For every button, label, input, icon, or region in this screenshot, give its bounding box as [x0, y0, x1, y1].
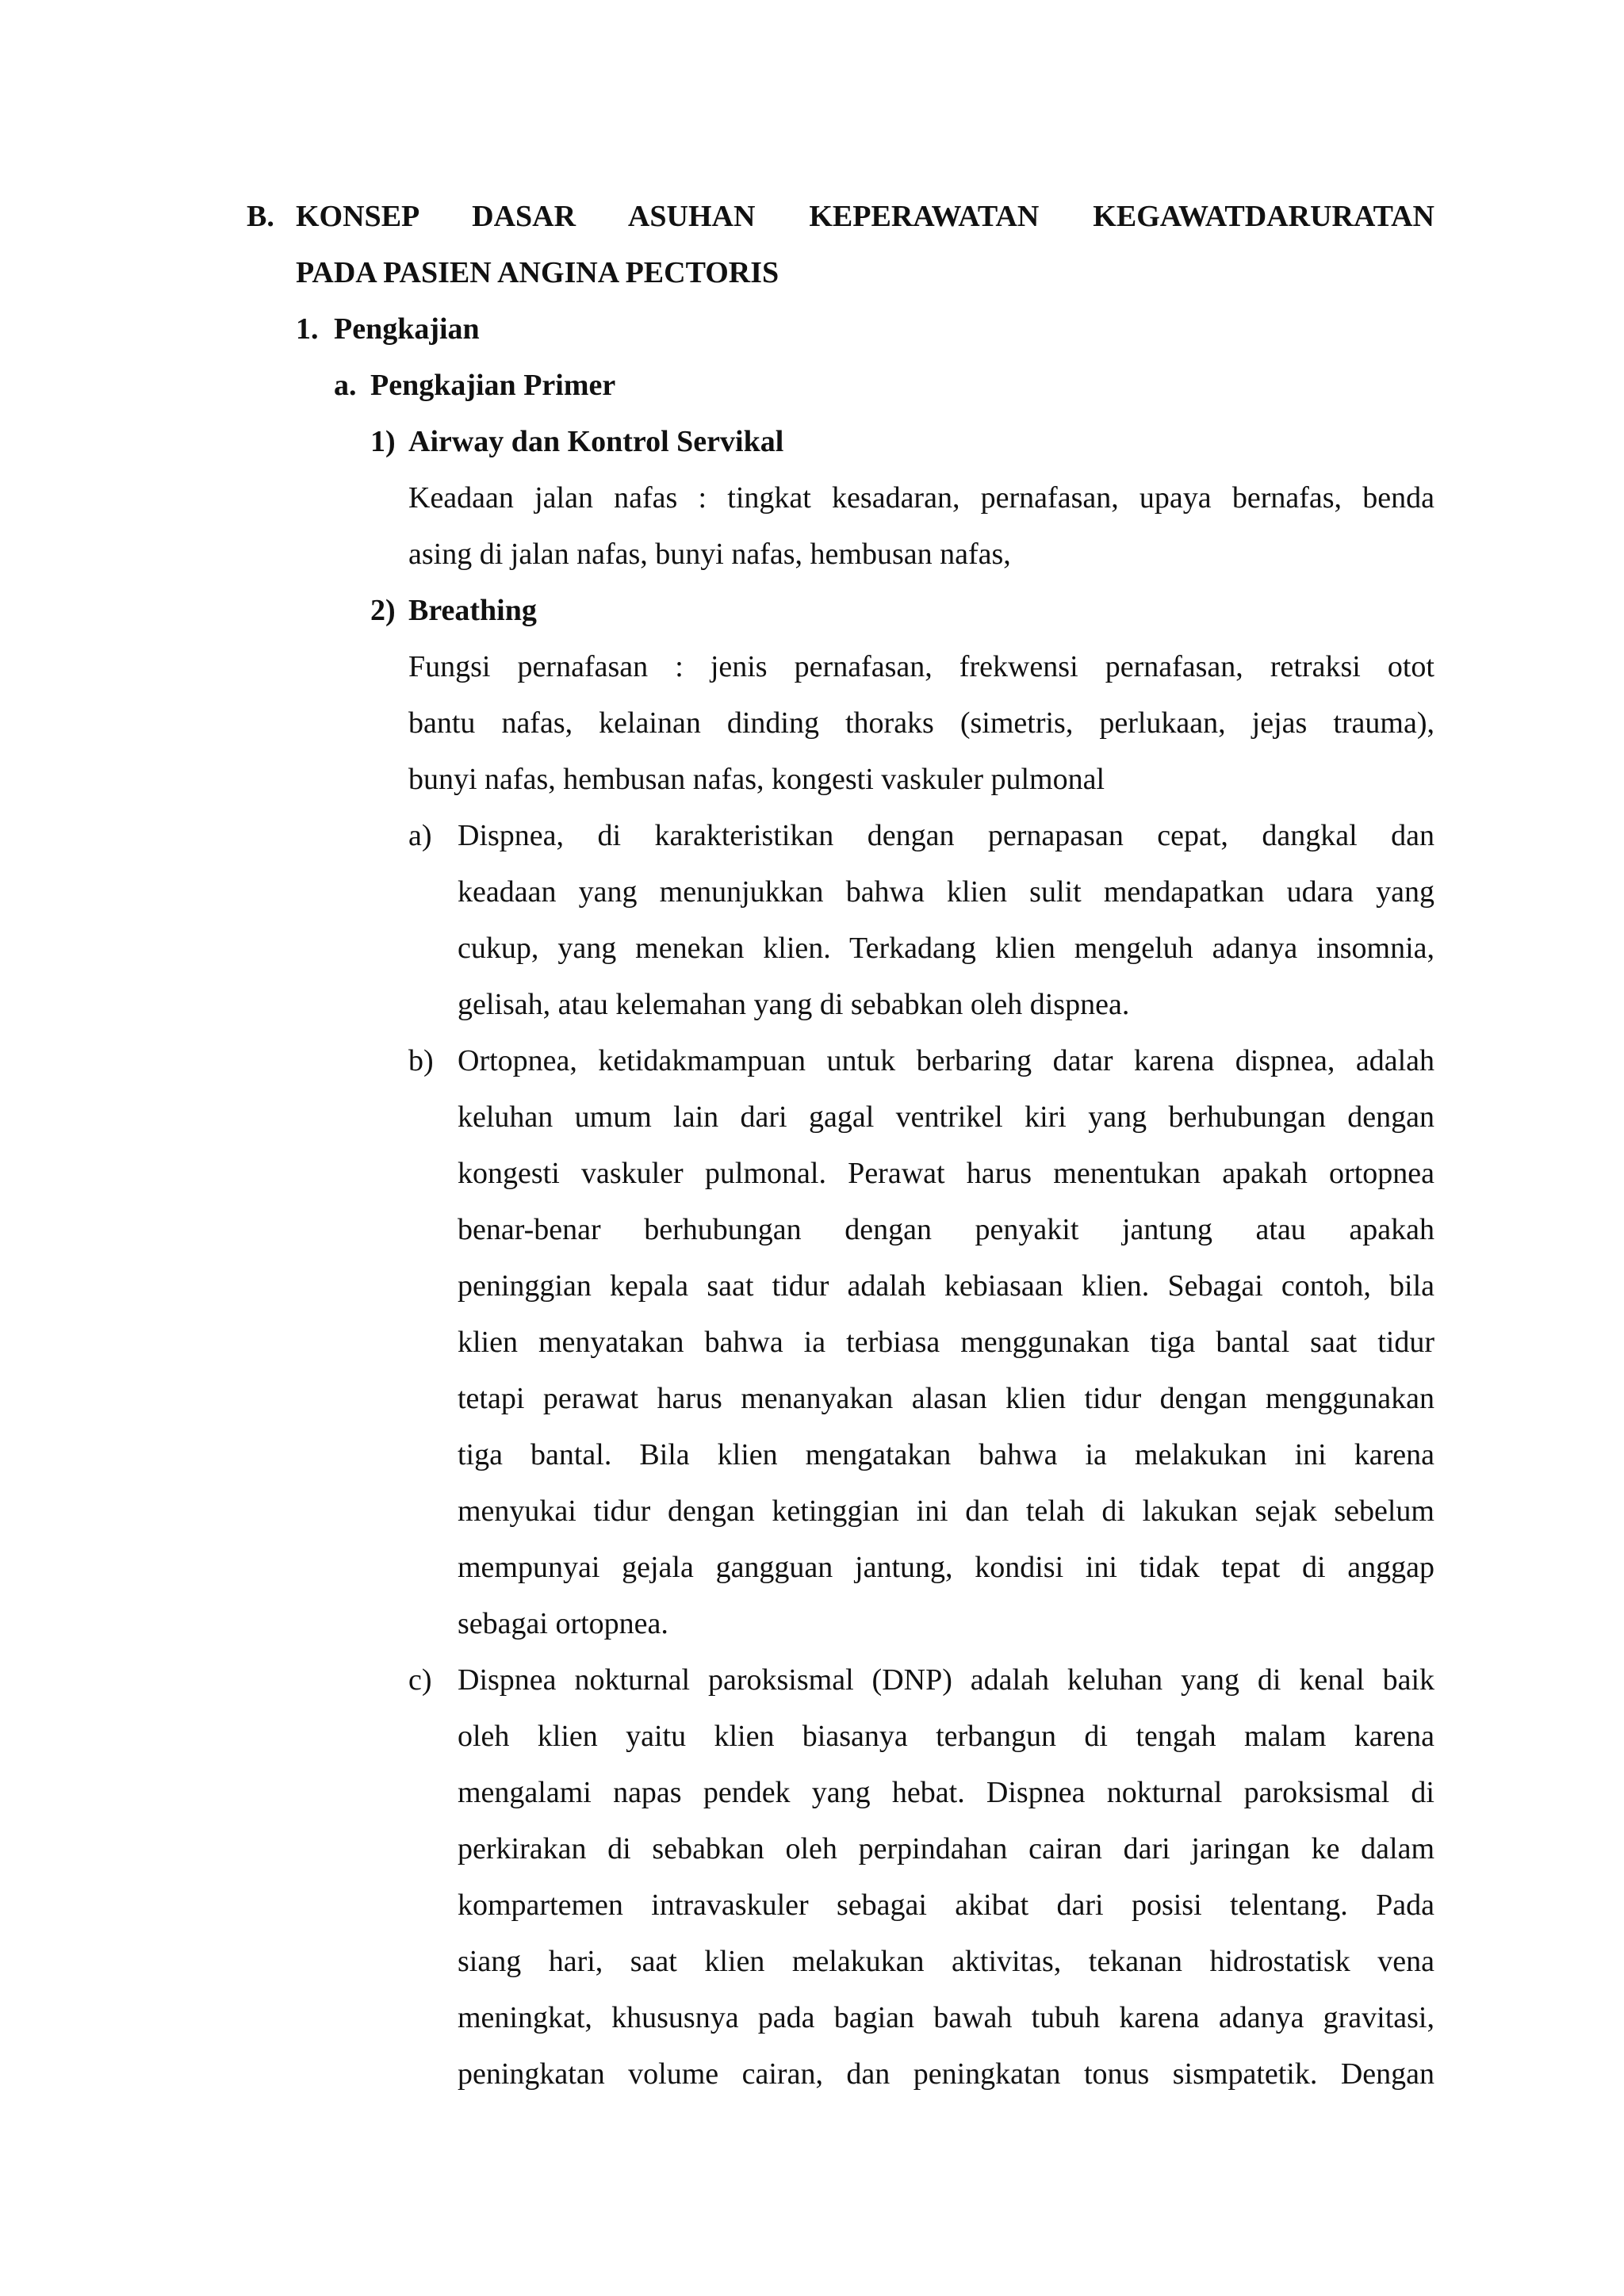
section-title-line-1: KONSEP DASAR ASUHAN KEPERAWATAN KEGAWATDARURATAN: [296, 200, 1434, 233]
item-1-title: Airway dan Kontrol Servikal: [408, 425, 784, 458]
subsection-marker: 1.: [296, 312, 319, 346]
point-b-text-line: tetapi perawat harus menanyakan alasan klien tidur dengan menggunakan: [458, 1382, 1434, 1415]
point-a-text-line: keadaan yang menunjukkan bahwa klien sulit mendapatkan udara yang: [458, 875, 1434, 909]
point-b-text-line: klien menyatakan bahwa ia terbiasa menggunakan tiga bantal saat tidur: [458, 1326, 1434, 1359]
point-b-text-line: menyukai tidur dengan ketinggian ini dan telah di lakukan sejak sebelum: [458, 1494, 1434, 1528]
sub-subsection-title: Pengkajian Primer: [370, 369, 616, 402]
point-c-text-line: peningkatan volume cairan, dan peningkatan tonus sismpatetik. Dengan: [458, 2057, 1434, 2091]
point-c-marker: c): [408, 1663, 432, 1697]
item-2-text-line: bantu nafas, kelainan dinding thoraks (simetris, perlukaan, jejas trauma),: [408, 706, 1434, 740]
point-c-text-line: perkirakan di sebabkan oleh perpindahan cairan dari jaringan ke dalam: [458, 1832, 1434, 1866]
sub-subsection-marker: a.: [334, 369, 357, 402]
item-2-marker: 2): [370, 594, 396, 627]
point-b-text-line: keluhan umum lain dari gagal ventrikel kiri yang berhubungan dengan: [458, 1100, 1434, 1134]
section-title-line-2: PADA PASIEN ANGINA PECTORIS: [296, 256, 779, 289]
point-c-text-line: mengalami napas pendek yang hebat. Dispnea nokturnal paroksismal di: [458, 1776, 1434, 1809]
point-c-text-line: kompartemen intravaskuler sebagai akibat dari posisi telentang. Pada: [458, 1888, 1434, 1922]
point-a-text-line: cukup, yang menekan klien. Terkadang klien mengeluh adanya insomnia,: [458, 932, 1434, 965]
item-2-text-line: bunyi nafas, hembusan nafas, kongesti vaskuler pulmonal: [408, 763, 1105, 796]
point-b-marker: b): [408, 1044, 434, 1077]
point-b-text-line: mempunyai gejala gangguan jantung, kondisi ini tidak tepat di anggap: [458, 1551, 1434, 1584]
point-a-text-line: gelisah, atau kelemahan yang di sebabkan oleh dispnea.: [458, 988, 1130, 1021]
point-c-text-line: oleh klien yaitu klien biasanya terbangun di tengah malam karena: [458, 1720, 1434, 1753]
point-b-text-line: Ortopnea, ketidakmampuan untuk berbaring datar karena dispnea, adalah: [458, 1044, 1434, 1077]
point-a-marker: a): [408, 819, 432, 852]
point-b-text-line: peninggian kepala saat tidur adalah kebiasaan klien. Sebagai contoh, bila: [458, 1269, 1434, 1303]
point-c-text-line: Dispnea nokturnal paroksismal (DNP) adalah keluhan yang di kenal baik: [458, 1663, 1434, 1697]
item-1-text-line: asing di jalan nafas, bunyi nafas, hembusan nafas,: [408, 538, 1011, 571]
subsection-title: Pengkajian: [334, 312, 480, 346]
point-b-text-line: kongesti vaskuler pulmonal. Perawat harus menentukan apakah ortopnea: [458, 1157, 1434, 1190]
item-1-text-line: Keadaan jalan nafas : tingkat kesadaran, pernafasan, upaya bernafas, benda: [408, 481, 1434, 515]
point-b-text-line: sebagai ortopnea.: [458, 1607, 668, 1640]
item-1-marker: 1): [370, 425, 396, 458]
point-a-text-line: Dispnea, di karakteristikan dengan pernapasan cepat, dangkal dan: [458, 819, 1434, 852]
item-2-text-line: Fungsi pernafasan : jenis pernafasan, frekwensi pernafasan, retraksi otot: [408, 650, 1434, 683]
point-c-text-line: siang hari, saat klien melakukan aktivitas, tekanan hidrostatisk vena: [458, 1945, 1434, 1978]
point-c-text-line: meningkat, khususnya pada bagian bawah tubuh karena adanya gravitasi,: [458, 2001, 1434, 2034]
point-b-text-line: benar-benar berhubungan dengan penyakit jantung atau apakah: [458, 1213, 1434, 1246]
item-2-title: Breathing: [408, 594, 537, 627]
section-marker: B.: [247, 200, 274, 233]
point-b-text-line: tiga bantal. Bila klien mengatakan bahwa ia melakukan ini karena: [458, 1438, 1434, 1471]
